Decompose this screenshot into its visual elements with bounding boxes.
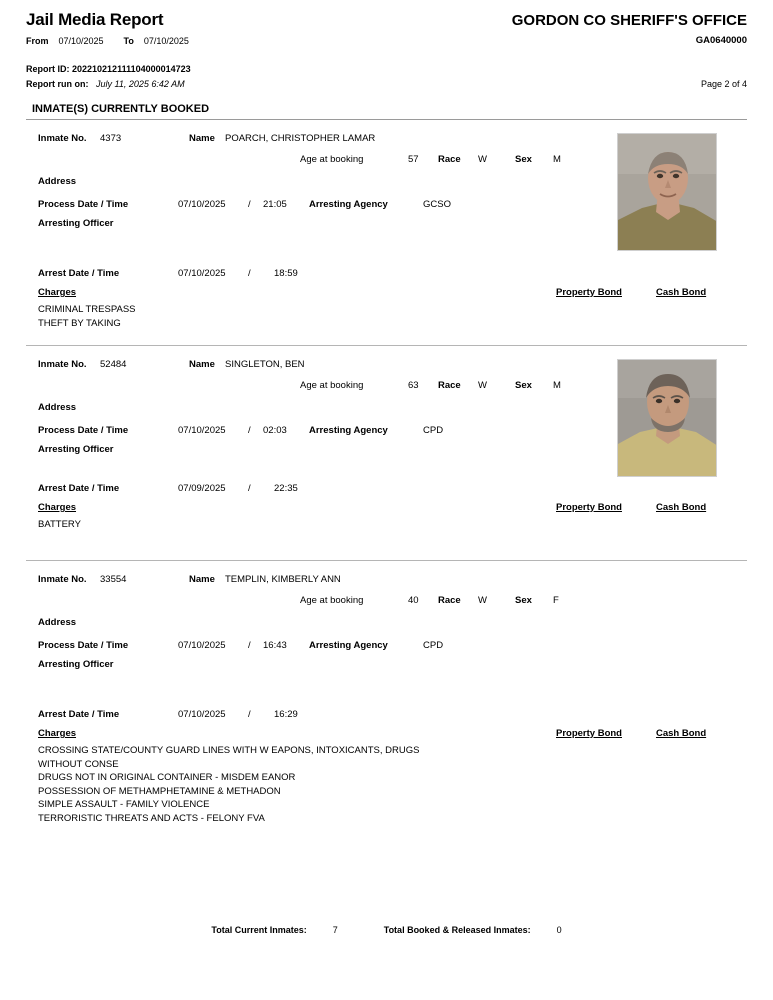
age-label: Age at booking	[300, 380, 364, 391]
inmate-no-label: Inmate No.	[38, 359, 87, 370]
process-date-label: Process Date / Time	[38, 640, 129, 651]
report-header-left	[26, 10, 203, 46]
bond-row	[556, 502, 706, 513]
age-label: Age at booking	[300, 595, 364, 606]
process-date-label: Process Date / Time	[38, 199, 129, 210]
property-bond-label: Property Bond	[556, 728, 622, 739]
sex-label: Sex	[515, 380, 532, 391]
total-booked-released-value: 0	[556, 925, 562, 935]
process-slash: /	[248, 425, 251, 436]
race-value: W	[478, 595, 487, 606]
process-slash: /	[248, 199, 251, 210]
process-date-label: Process Date / Time	[38, 425, 129, 436]
mugshot-illustration	[618, 360, 717, 477]
arresting-officer-label: Arresting Officer	[38, 444, 114, 455]
charge-item: CRIMINAL TRESPASS	[38, 304, 136, 315]
charge-item: DRUGS NOT IN ORIGINAL CONTAINER - MISDEM EANOR	[38, 772, 296, 783]
race-label: Race	[438, 380, 461, 391]
age-label: Age at booking	[300, 154, 364, 165]
charges-list	[38, 303, 136, 330]
arresting-agency-label: Arresting Agency	[309, 640, 388, 651]
inmate-mugshot	[617, 359, 717, 477]
arrest-slash: /	[248, 483, 251, 494]
name-label: Name	[189, 359, 215, 370]
inmate-record	[26, 120, 747, 346]
charge-item: WITHOUT CONSE	[38, 758, 119, 770]
run-on-value: July 11, 2025 6:42 AM	[96, 79, 185, 89]
arrest-time-value: 18:59	[274, 268, 298, 279]
arrest-slash: /	[248, 268, 251, 279]
from-label: From	[26, 36, 49, 46]
report-totals	[0, 925, 773, 935]
process-date-value: 07/10/2025	[178, 199, 226, 210]
total-current-label: Total Current Inmates:	[211, 925, 307, 935]
report-id-label: Report ID:	[26, 64, 70, 74]
inmate-name-value: POARCH, CHRISTOPHER LAMAR	[225, 133, 376, 144]
agency-name: GORDON CO SHERIFF'S OFFICE	[511, 12, 747, 29]
process-time-value: 16:43	[263, 640, 287, 651]
arresting-agency-label: Arresting Agency	[309, 199, 388, 210]
arrest-date-value: 07/09/2025	[178, 483, 226, 494]
report-header	[26, 10, 747, 46]
age-value: 57	[408, 154, 419, 165]
arrest-date-label: Arrest Date / Time	[38, 709, 120, 720]
section-title: INMATE(S) CURRENTLY BOOKED	[32, 103, 210, 115]
process-time-value: 21:05	[263, 199, 287, 210]
report-id	[26, 64, 747, 74]
process-slash: /	[248, 640, 251, 651]
charge-item: BATTERY	[38, 519, 81, 530]
property-bond-label: Property Bond	[556, 502, 622, 513]
arrest-time-value: 22:35	[274, 483, 298, 494]
inmate-no-label: Inmate No.	[38, 574, 87, 585]
address-label: Address	[38, 617, 77, 628]
sex-value: F	[553, 595, 559, 606]
bond-row	[556, 728, 706, 739]
arrest-slash: /	[248, 709, 251, 720]
arresting-officer-label: Arresting Officer	[38, 218, 114, 229]
arresting-agency-value: GCSO	[423, 199, 451, 210]
charges-list	[38, 744, 419, 825]
charge-item: TERRORISTIC THREATS AND ACTS - FELONY FVA	[38, 812, 265, 824]
process-date-value: 07/10/2025	[178, 640, 226, 651]
run-on-label: Report run on:	[26, 79, 89, 89]
charge-item: THEFT BY TAKING	[38, 317, 121, 329]
to-value: 07/10/2025	[143, 36, 189, 46]
charges-list	[38, 518, 81, 532]
sex-label: Sex	[515, 595, 532, 606]
total-booked-released-inmates	[384, 925, 562, 935]
arrest-date-value: 07/10/2025	[178, 709, 226, 720]
name-label: Name	[189, 133, 215, 144]
inmate-record	[26, 346, 747, 561]
inmate-no-value: 33554	[100, 574, 127, 585]
inmate-no-value: 52484	[100, 359, 127, 370]
arrest-date-label: Arrest Date / Time	[38, 268, 120, 279]
to-label: To	[123, 36, 134, 46]
date-range	[26, 36, 203, 46]
report-run-row	[26, 79, 747, 89]
race-value: W	[478, 154, 487, 165]
race-value: W	[478, 380, 487, 391]
report-run-on	[26, 79, 185, 89]
arresting-agency-value: CPD	[423, 425, 444, 436]
charges-label: Charges	[38, 728, 77, 739]
cash-bond-label: Cash Bond	[655, 502, 707, 513]
race-label: Race	[438, 595, 461, 606]
process-time-value: 02:03	[263, 425, 287, 436]
arresting-agency-value: CPD	[423, 640, 444, 651]
from-value: 07/10/2025	[58, 36, 104, 46]
inmate-record	[26, 561, 747, 824]
race-label: Race	[438, 154, 461, 165]
inmate-name-value: TEMPLIN, KIMBERLY ANN	[225, 574, 341, 585]
total-current-inmates	[211, 925, 337, 935]
charge-item: CROSSING STATE/COUNTY GUARD LINES WITH W EAPONS, INTOXICANTS, DRUGS	[38, 745, 420, 756]
mugshot-illustration	[618, 134, 717, 251]
sex-value: M	[553, 380, 561, 391]
age-value: 63	[408, 380, 419, 391]
charge-item: SIMPLE ASSAULT - FAMILY VIOLENCE	[38, 799, 210, 810]
page-indicator: Page 2 of 4	[700, 79, 747, 89]
arrest-date-value: 07/10/2025	[178, 268, 226, 279]
name-label: Name	[189, 574, 215, 585]
inmate-name-value: SINGLETON, BEN	[225, 359, 305, 370]
inmate-no-label: Inmate No.	[38, 133, 87, 144]
charges-label: Charges	[38, 502, 77, 513]
total-booked-released-label: Total Booked & Released Inmates:	[383, 925, 531, 935]
address-label: Address	[38, 402, 77, 413]
arrest-time-value: 16:29	[274, 709, 298, 720]
inmate-mugshot	[617, 133, 717, 251]
arrest-date-label: Arrest Date / Time	[38, 483, 120, 494]
report-id-value: 202210212111104000014723	[72, 64, 191, 74]
sex-label: Sex	[515, 154, 532, 165]
cash-bond-label: Cash Bond	[655, 287, 707, 298]
charges-label: Charges	[38, 287, 77, 298]
total-current-value: 7	[332, 925, 338, 935]
age-value: 40	[408, 595, 419, 606]
address-label: Address	[38, 176, 77, 187]
arresting-agency-label: Arresting Agency	[309, 425, 388, 436]
process-date-value: 07/10/2025	[178, 425, 226, 436]
arresting-officer-label: Arresting Officer	[38, 659, 114, 670]
bond-row	[556, 287, 706, 298]
inmate-no-value: 4373	[100, 133, 122, 144]
cash-bond-label: Cash Bond	[655, 728, 707, 739]
agency-ori: GA0640000	[695, 35, 747, 46]
page-title: Jail Media Report	[26, 10, 164, 29]
report-header-right	[512, 10, 747, 46]
sex-value: M	[553, 154, 561, 165]
charge-item: POSSESSION OF METHAMPHETAMINE & METHADON	[38, 785, 281, 797]
property-bond-label: Property Bond	[556, 287, 622, 298]
